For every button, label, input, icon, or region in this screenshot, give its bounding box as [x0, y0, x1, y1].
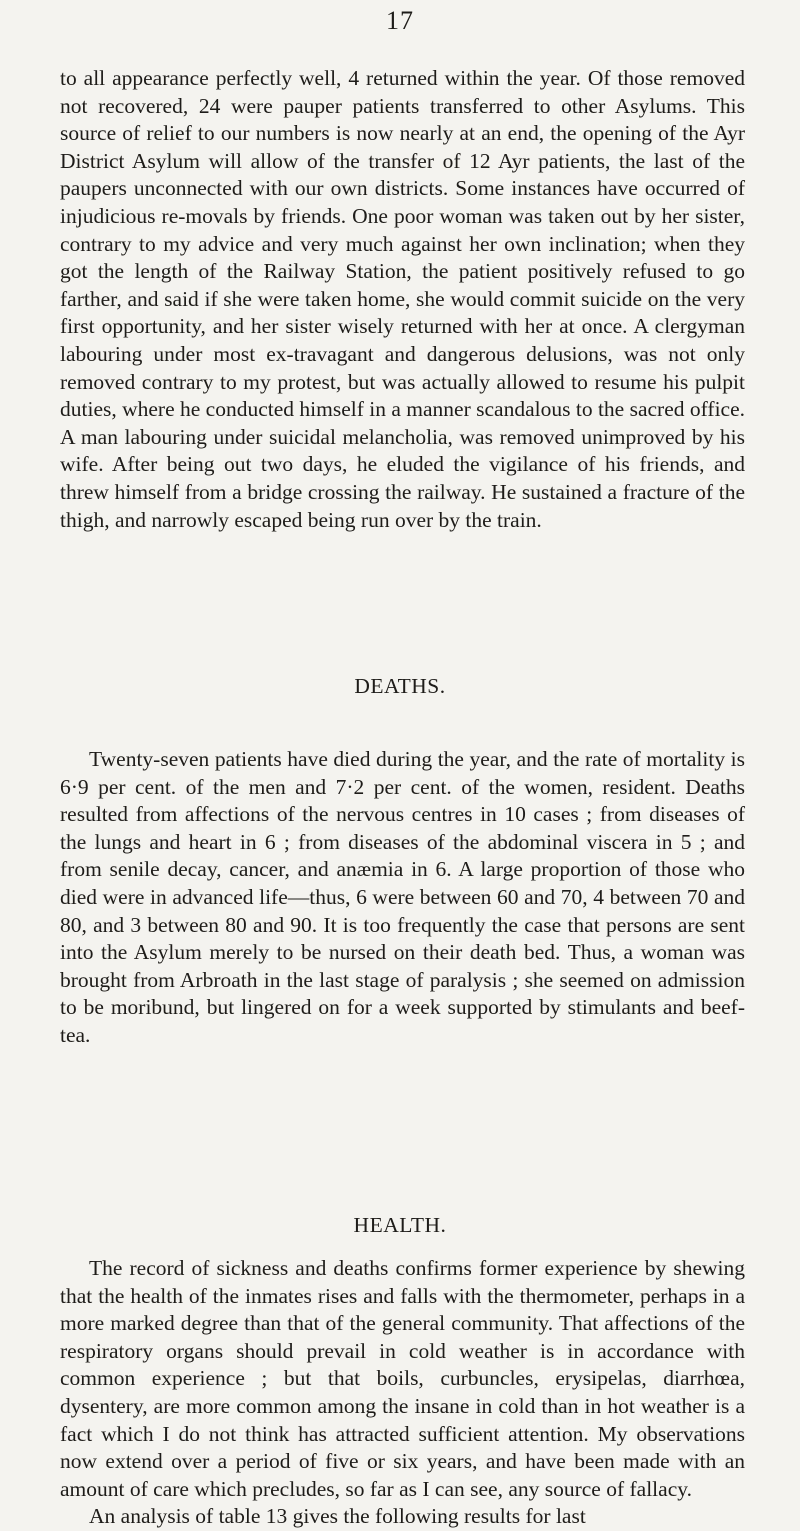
- continuation-paragraph: to all appearance perfectly well, 4 returned within the year. Of those removed not recovered, 24 were pauper patients transferred to other Asylums. This source of relief to our numbers is now nearly at an end, the opening of the Ayr District Asylum will allow of the transfer of 12 Ayr patients, the last of the paupers unconnected with our own districts. Some instances have occurred of injudicious re-movals by friends. One poor woman was taken out by her sister, contrary to my advice and very much against her own inclination; when they got the length of the Railway Station, the patient positively refused to go farther, and said if she were taken home, she would commit suicide on the very first opportunity, and her sister wisely returned with her at once. A clergyman labouring under most ex-travagant and dangerous delusions, was not only removed contrary to my protest, but was actually allowed to resume his pulpit duties, where he conducted himself in a manner scandalous to the sacred office. A man labouring under suicidal melancholia, was removed unimproved by his wife. After being out two days, he eluded the vigilance of his friends, and threw himself from a bridge crossing the railway. He sustained a fracture of the thigh, and narrowly escaped being run over by the train.: [60, 66, 745, 532]
- health-paragraph: The record of sickness and deaths confirms former experience by shewing that the health of the inmates rises and falls with the thermometer, perhaps in a more marked degree than that of the general community. That affections of the respiratory organs should prevail in cold weather is in accordance with common experience ; but that boils, curbuncles, erysipelas, diarrhœa, dysentery, are more common among the insane in cold than in hot weather is a fact which I do not think has attracted sufficient attention. My observations now extend over a period of five or six years, and have been made with an amount of care which precludes, so far as I can see, any source of fallacy.: [60, 1256, 745, 1501]
- deaths-paragraph: Twenty-seven patients have died during the year, and the rate of mortality is 6·9 per cent. of the men and 7·2 per cent. of the women, resident. Deaths resulted from affections of the nervous centres in 10 cases ; from diseases of the lungs and heart in 6 ; from diseases of the abdominal viscera in 5 ; and from senile decay, cancer, and anæmia in 6. A large proportion of those who died were in advanced life—thus, 6 were between 60 and 70, 4 between 70 and 80, and 3 between 80 and 90. It is too frequently the case that persons are sent into the Asylum merely to be nursed on their death bed. Thus, a woman was brought from Arbroath in the last stage of paralysis ; she seemed on admission to be moribund, but lingered on for a week supported by stimulants and beef-tea.: [60, 747, 745, 1047]
- health-section-body: [60, 1255, 745, 1531]
- health-continuation-line: An analysis of table 13 gives the following results for last: [89, 1504, 586, 1529]
- page-number: 17: [386, 6, 414, 35]
- section-heading-health: HEALTH.: [353, 1213, 447, 1237]
- section-heading-deaths: DEATHS.: [354, 674, 446, 698]
